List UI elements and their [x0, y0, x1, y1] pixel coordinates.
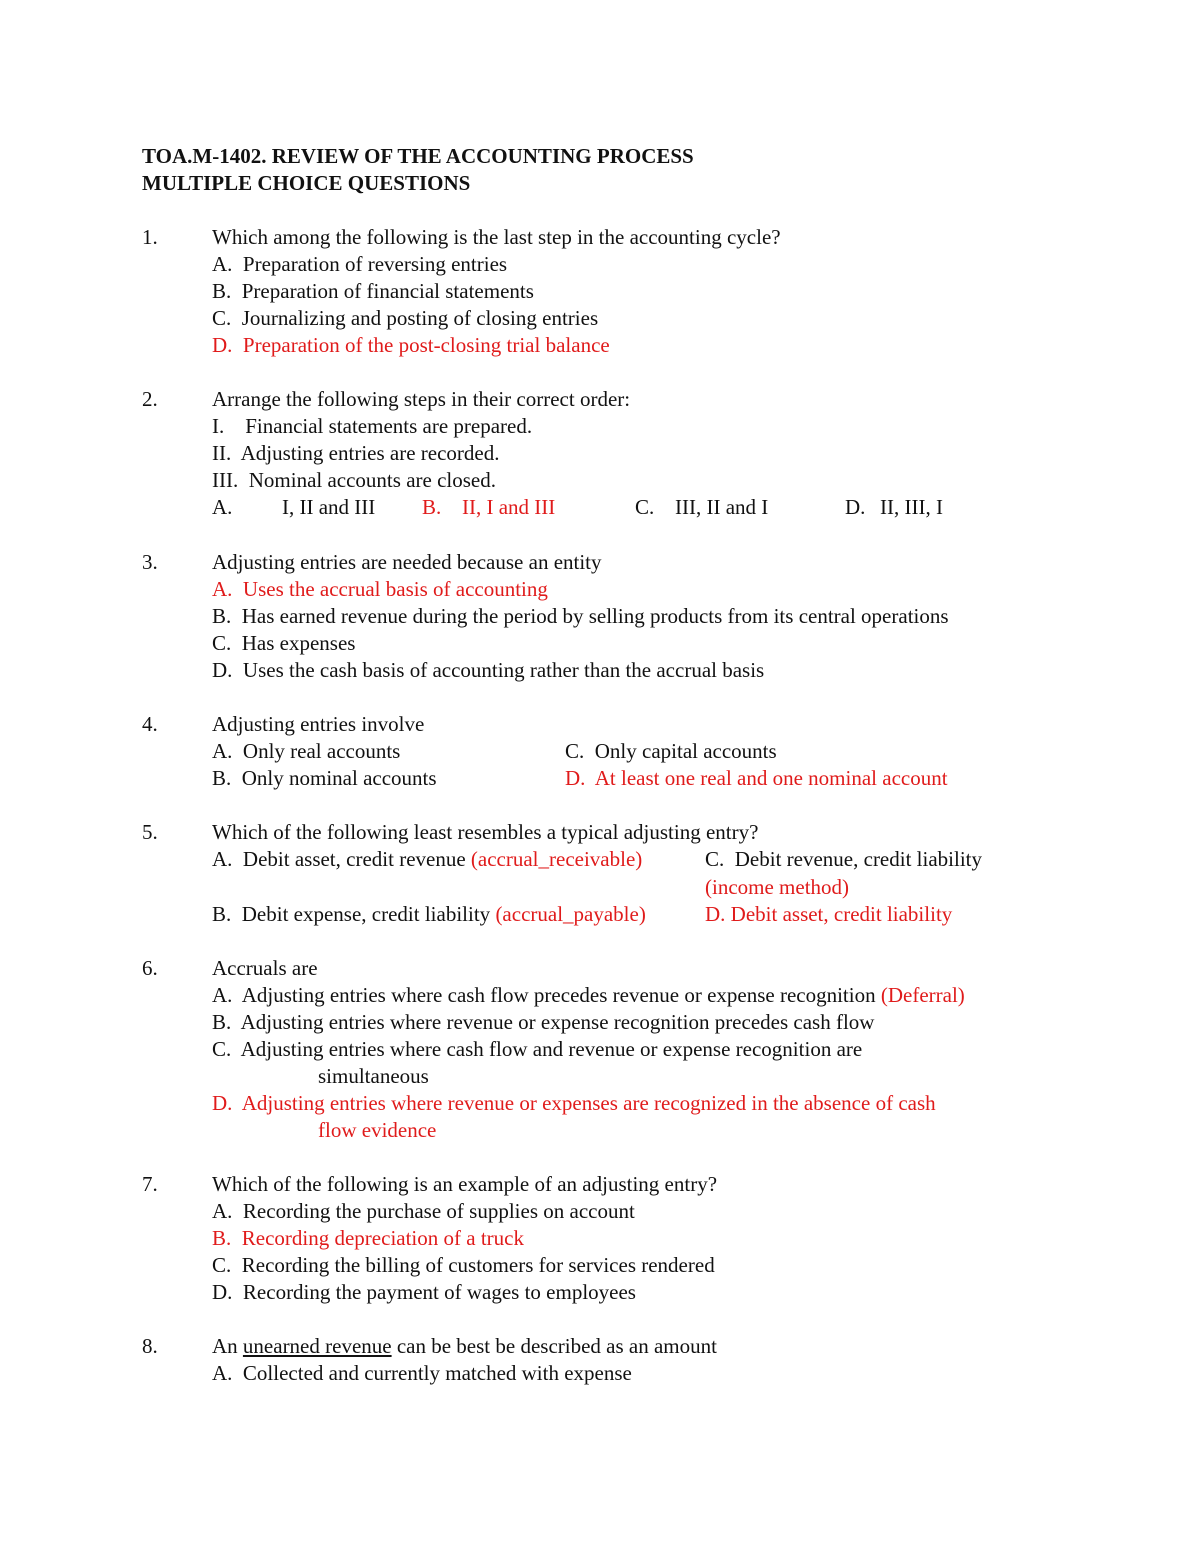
option-b: B. Only nominal accounts	[212, 766, 437, 790]
step-item: II. Adjusting entries are recorded.	[212, 441, 500, 465]
option-a: I, II and III	[282, 495, 376, 519]
question-number: 3.	[142, 550, 158, 574]
option-d-answer: D. Preparation of the post-closing trial balance	[212, 333, 610, 357]
option-c: C. Only capital accounts	[565, 739, 777, 763]
question-number: 6.	[142, 956, 158, 980]
option-c: III, II and I	[675, 495, 769, 519]
question-number: 7.	[142, 1172, 158, 1196]
option-c: C. Debit revenue, credit liability	[705, 847, 982, 871]
option-d: D. Recording the payment of wages to employees	[212, 1280, 636, 1304]
option-d: II, III, I	[880, 495, 943, 519]
question-stem: Adjusting entries are needed because an entity	[212, 550, 602, 574]
option-a-letter: A.	[212, 495, 233, 519]
option-a: A. Collected and currently matched with expense	[212, 1361, 632, 1385]
option-c-continued: simultaneous	[318, 1064, 429, 1088]
question-stem: Which among the following is the last step in the accounting cycle?	[212, 225, 781, 249]
step-item: I. Financial statements are prepared.	[212, 414, 533, 438]
option-d-answer: D. Adjusting entries where revenue or expenses are recognized in the absence of cash	[212, 1091, 936, 1115]
underlined-term: unearned revenue	[242, 1334, 392, 1358]
option-c-letter: C.	[635, 495, 655, 519]
question-stem: Accruals are	[212, 956, 318, 980]
option-a: A. Debit asset, credit revenue	[212, 847, 471, 871]
option-d-answer: D. Debit asset, credit liability	[705, 902, 953, 926]
option-b-answer: B. Recording depreciation of a truck	[212, 1226, 524, 1250]
option-b: B. Has earned revenue during the period by selling products from its central operations	[212, 604, 949, 628]
option-a: A. Only real accounts	[212, 739, 401, 763]
question-stem	[212, 1333, 717, 1360]
option-c: C. Journalizing and posting of closing entries	[212, 306, 599, 330]
option-c: C. Has expenses	[212, 631, 356, 655]
question-stem: Which of the following is an example of an adjusting entry?	[212, 1172, 718, 1196]
document-subtitle: MULTIPLE CHOICE QUESTIONS	[142, 171, 471, 195]
question-stem: Which of the following least resembles a typical adjusting entry?	[212, 820, 759, 844]
option-a-note: (Deferral)	[880, 983, 965, 1007]
option-b-letter: B.	[422, 495, 442, 519]
option-b: B. Adjusting entries where revenue or expense recognition precedes cash flow	[212, 1010, 875, 1034]
question-number: 1.	[142, 225, 158, 249]
option-a: A. Preparation of reversing entries	[212, 252, 508, 276]
option-a-answer: A. Uses the accrual basis of accounting	[212, 577, 548, 601]
option-a: A. Adjusting entries where cash flow precedes revenue or expense recognition	[212, 983, 881, 1007]
stem-prefix: An	[212, 1334, 243, 1358]
question-number: 5.	[142, 820, 158, 844]
question-number: 2.	[142, 387, 158, 411]
question-number: 8.	[142, 1334, 158, 1358]
option-d-continued: flow evidence	[318, 1118, 437, 1142]
stem-suffix: can be best be described as an amount	[391, 1334, 717, 1358]
option-b-note: (accrual_payable)	[495, 902, 646, 926]
option-c: C. Recording the billing of customers for services rendered	[212, 1253, 715, 1277]
option-c: C. Adjusting entries where cash flow and revenue or expense recognition are	[212, 1037, 863, 1061]
option-b: B. Debit expense, credit liability	[212, 902, 496, 926]
option-a-note: (accrual_receivable)	[470, 847, 643, 871]
document-title: TOA.M-1402. REVIEW OF THE ACCOUNTING PROCESS	[142, 144, 694, 168]
option-b-line	[212, 901, 646, 928]
step-item: III. Nominal accounts are closed.	[212, 468, 496, 492]
option-c-note: (income method)	[705, 875, 850, 899]
option-b-answer: II, I and III	[462, 495, 556, 519]
option-d-letter: D.	[845, 495, 866, 519]
option-d-answer: D. At least one real and one nominal account	[565, 766, 948, 790]
option-b: B. Preparation of financial statements	[212, 279, 534, 303]
option-d: D. Uses the cash basis of accounting rather than the accrual basis	[212, 658, 765, 682]
option-a: A. Recording the purchase of supplies on account	[212, 1199, 635, 1223]
option-a-line	[212, 846, 642, 873]
question-stem: Arrange the following steps in their correct order:	[212, 387, 631, 411]
option-a-line	[212, 982, 965, 1009]
question-number: 4.	[142, 712, 158, 736]
question-stem: Adjusting entries involve	[212, 712, 425, 736]
